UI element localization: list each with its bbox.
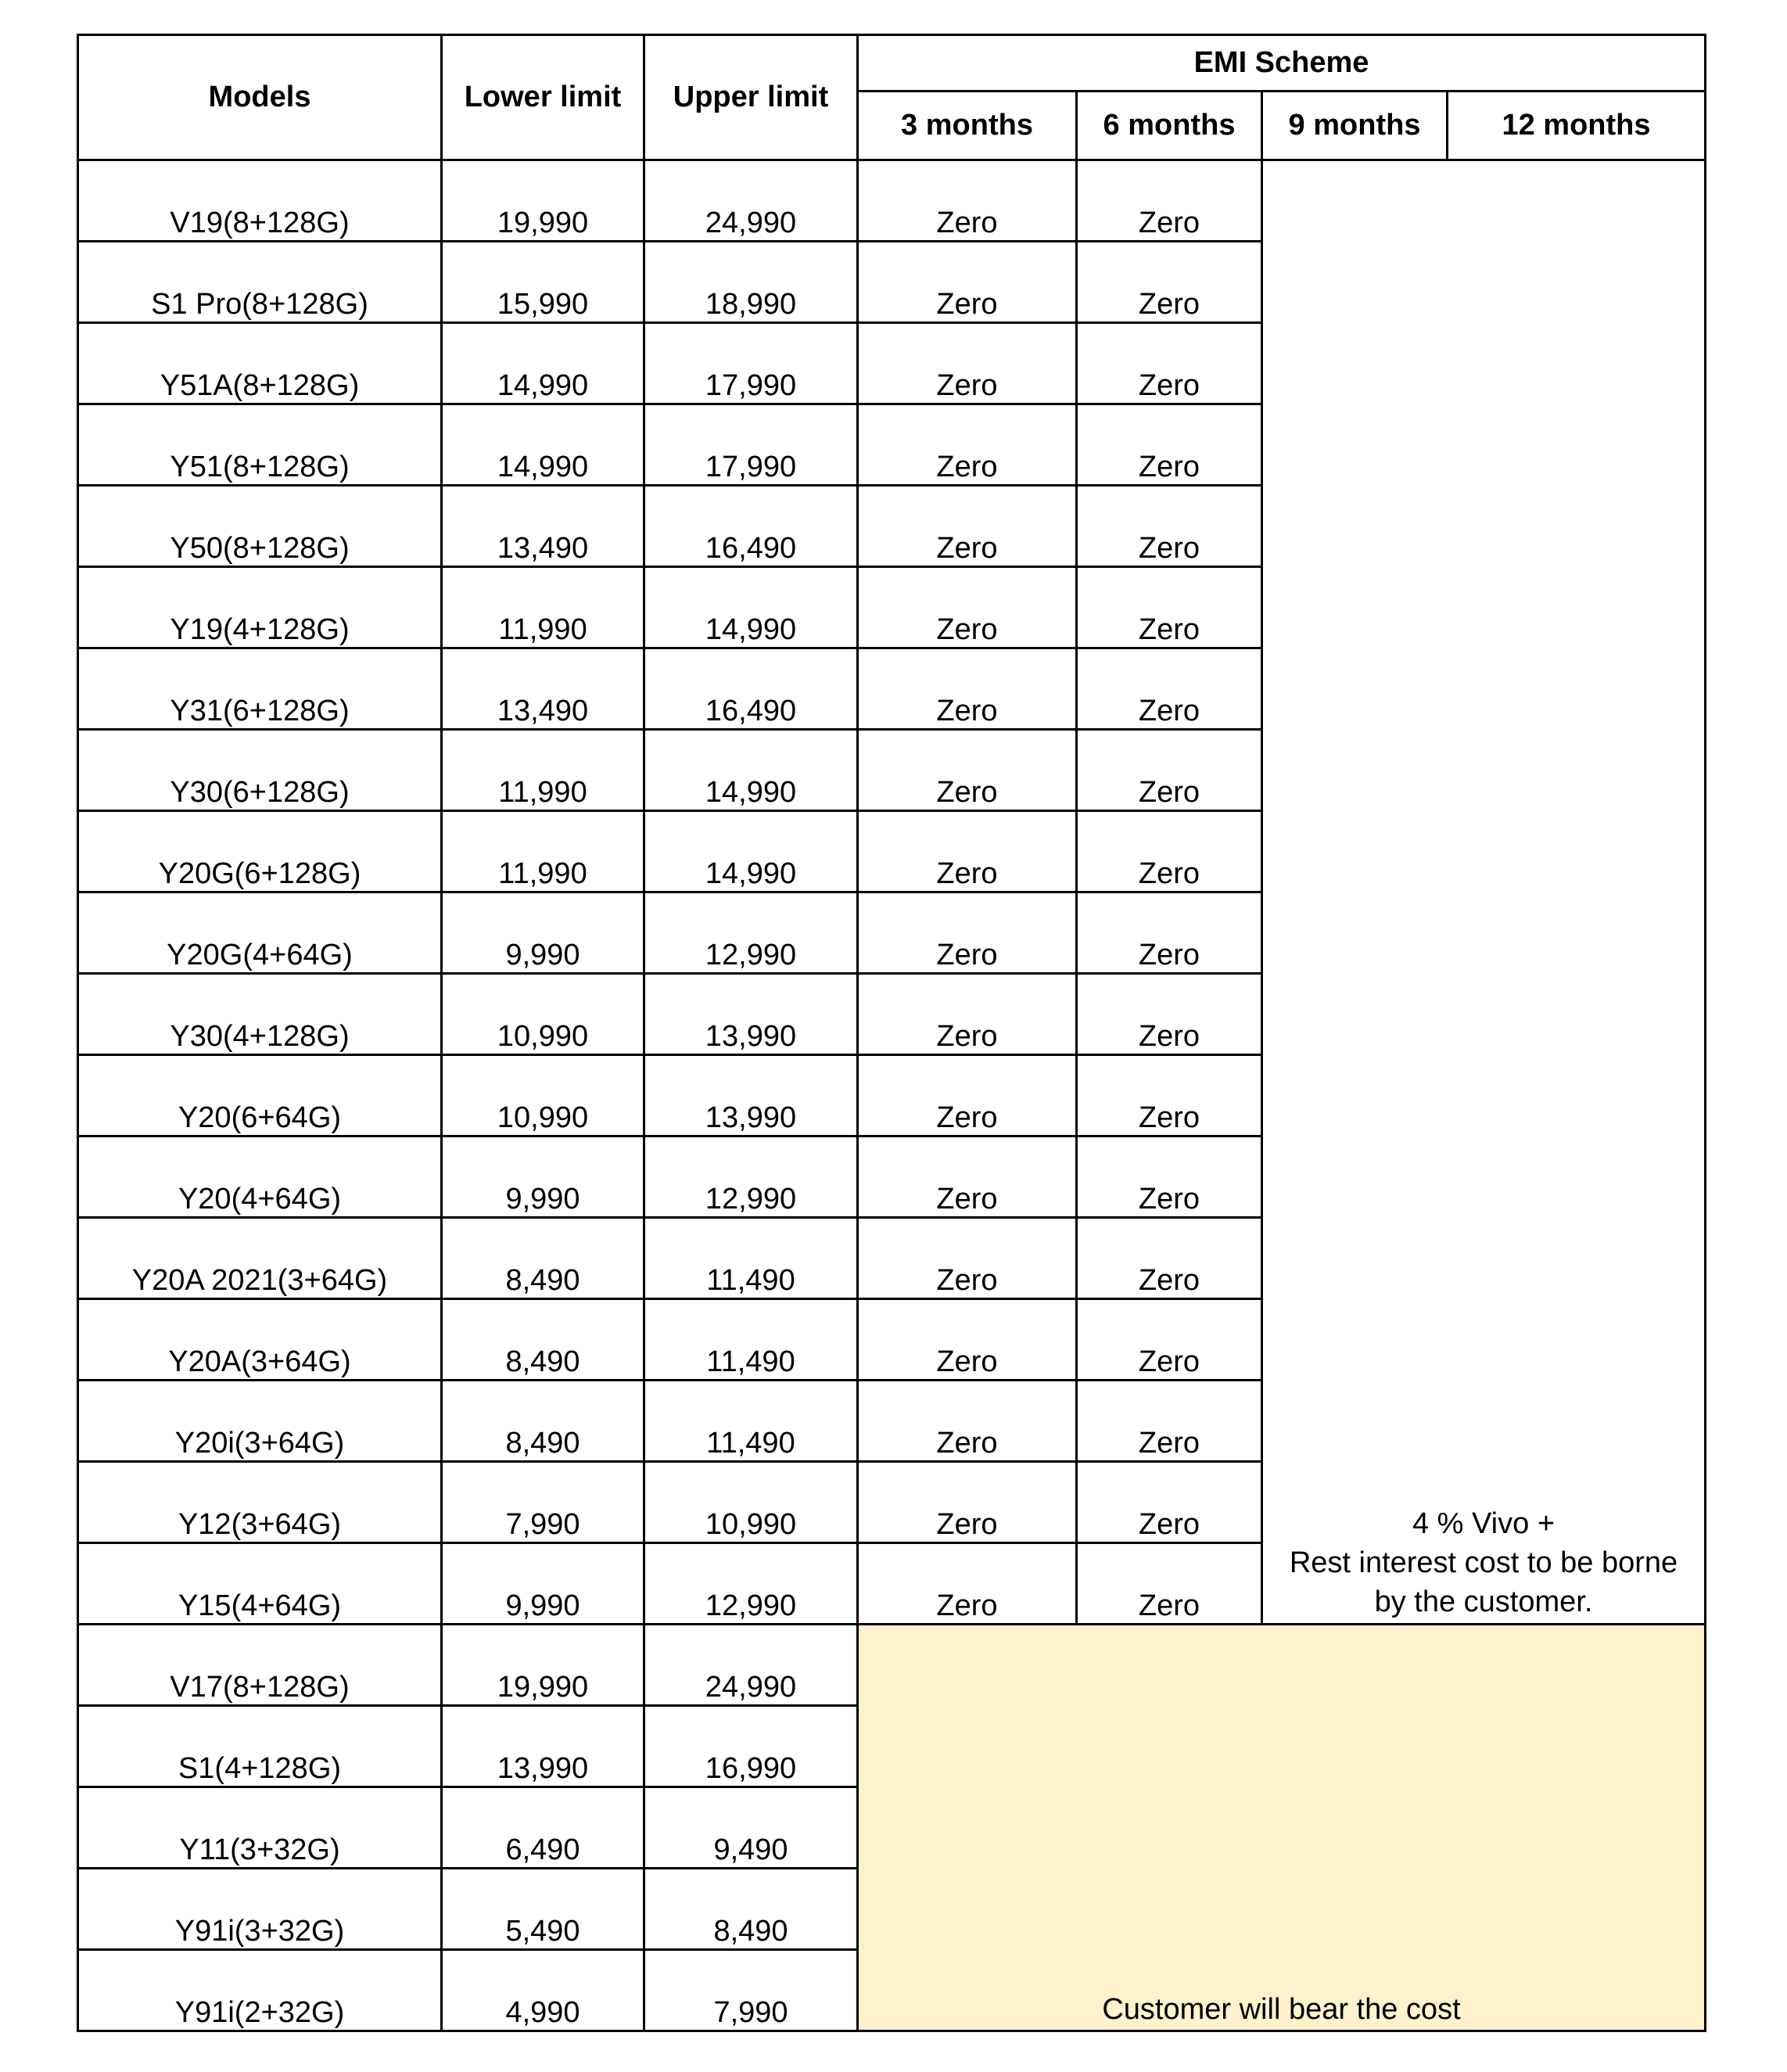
model-cell: Y20A(3+64G)	[78, 1299, 442, 1381]
emi-3-months-cell: Zero	[858, 811, 1077, 892]
emi-6-months-cell: Zero	[1077, 1137, 1262, 1218]
note-line: 4 % Vivo +	[1412, 1507, 1556, 1540]
emi-3-months-cell: Zero	[858, 1543, 1077, 1625]
model-cell: Y20A 2021(3+64G)	[78, 1218, 442, 1299]
lower-limit-cell: 8,490	[442, 1381, 644, 1462]
model-cell: Y20i(3+64G)	[78, 1381, 442, 1462]
upper-limit-cell: 9,490	[644, 1787, 858, 1869]
header-6-months: 6 months	[1077, 92, 1262, 160]
lower-limit-cell: 13,990	[442, 1706, 644, 1787]
emi-3-months-cell: Zero	[858, 486, 1077, 567]
lower-limit-cell: 14,990	[442, 323, 644, 404]
model-cell: S1 Pro(8+128G)	[78, 242, 442, 323]
lower-limit-cell: 8,490	[442, 1299, 644, 1381]
model-cell: V17(8+128G)	[78, 1625, 442, 1706]
emi-6-months-cell: Zero	[1077, 323, 1262, 404]
emi-6-months-cell: Zero	[1077, 1055, 1262, 1137]
lower-limit-cell: 11,990	[442, 811, 644, 892]
emi-3-months-cell: Zero	[858, 1381, 1077, 1462]
model-cell: Y91i(2+32G)	[78, 1950, 442, 2031]
emi-6-months-cell: Zero	[1077, 974, 1262, 1055]
emi-3-months-cell: Zero	[858, 1137, 1077, 1218]
emi-6-months-cell: Zero	[1077, 242, 1262, 323]
emi-6-months-cell: Zero	[1077, 160, 1262, 242]
upper-limit-cell: 18,990	[644, 242, 858, 323]
emi-3-months-cell: Zero	[858, 730, 1077, 811]
upper-limit-cell: 14,990	[644, 730, 858, 811]
upper-limit-cell: 14,990	[644, 811, 858, 892]
model-cell: Y30(4+128G)	[78, 974, 442, 1055]
upper-limit-cell: 13,990	[644, 1055, 858, 1137]
emi-6-months-cell: Zero	[1077, 1462, 1262, 1543]
emi-3-months-cell: Zero	[858, 648, 1077, 730]
header-upper-limit: Upper limit	[644, 35, 858, 160]
header-9-months: 9 months	[1262, 92, 1448, 160]
emi-table	[77, 34, 1706, 2032]
lower-limit-cell: 14,990	[442, 404, 644, 486]
lower-limit-cell: 19,990	[442, 160, 644, 242]
lower-limit-cell: 6,490	[442, 1787, 644, 1869]
upper-limit-cell: 10,990	[644, 1462, 858, 1543]
upper-limit-cell: 16,990	[644, 1706, 858, 1787]
lower-limit-cell: 4,990	[442, 1950, 644, 2031]
upper-limit-cell: 16,490	[644, 486, 858, 567]
lower-limit-cell: 11,990	[442, 567, 644, 648]
emi-6-months-cell: Zero	[1077, 1299, 1262, 1381]
model-cell: Y51(8+128G)	[78, 404, 442, 486]
note-line: by the customer.	[1374, 1585, 1593, 1618]
model-cell: Y50(8+128G)	[78, 486, 442, 567]
emi-3-months-cell: Zero	[858, 160, 1077, 242]
emi-3-months-cell: Zero	[858, 1462, 1077, 1543]
model-cell: Y51A(8+128G)	[78, 323, 442, 404]
table-body	[78, 160, 1706, 2031]
emi-3-months-cell: Zero	[858, 974, 1077, 1055]
emi-6-months-cell: Zero	[1077, 892, 1262, 974]
lower-limit-cell: 10,990	[442, 1055, 644, 1137]
table-row	[78, 1625, 1706, 1706]
header-12-months: 12 months	[1448, 92, 1706, 160]
emi-3-months-cell: Zero	[858, 404, 1077, 486]
lower-limit-cell: 5,490	[442, 1869, 644, 1950]
upper-limit-cell: 24,990	[644, 160, 858, 242]
emi-6-months-cell: Zero	[1077, 486, 1262, 567]
upper-limit-cell: 7,990	[644, 1950, 858, 2031]
lower-limit-cell: 9,990	[442, 1543, 644, 1625]
emi-6-months-cell: Zero	[1077, 404, 1262, 486]
emi-3-months-cell: Zero	[858, 567, 1077, 648]
emi-6-months-cell: Zero	[1077, 1218, 1262, 1299]
upper-limit-cell: 8,490	[644, 1869, 858, 1950]
header-models: Models	[78, 35, 442, 160]
emi-3-months-cell: Zero	[858, 323, 1077, 404]
upper-limit-cell: 16,490	[644, 648, 858, 730]
lower-limit-cell: 13,490	[442, 486, 644, 567]
lower-limit-cell: 15,990	[442, 242, 644, 323]
upper-limit-cell: 17,990	[644, 404, 858, 486]
upper-limit-cell: 11,490	[644, 1381, 858, 1462]
model-cell: V19(8+128G)	[78, 160, 442, 242]
emi-6-months-cell: Zero	[1077, 1543, 1262, 1625]
upper-limit-cell: 24,990	[644, 1625, 858, 1706]
lower-limit-cell: 19,990	[442, 1625, 644, 1706]
lower-limit-cell: 7,990	[442, 1462, 644, 1543]
model-cell: Y20(4+64G)	[78, 1137, 442, 1218]
upper-limit-cell: 11,490	[644, 1218, 858, 1299]
header-emi-scheme: EMI Scheme	[858, 35, 1706, 92]
emi-3-months-cell: Zero	[858, 1055, 1077, 1137]
upper-limit-cell: 12,990	[644, 1543, 858, 1625]
model-cell: Y12(3+64G)	[78, 1462, 442, 1543]
model-cell: Y19(4+128G)	[78, 567, 442, 648]
emi-6-months-cell: Zero	[1077, 567, 1262, 648]
model-cell: Y31(6+128G)	[78, 648, 442, 730]
table-row	[78, 160, 1706, 242]
model-cell: Y20G(4+64G)	[78, 892, 442, 974]
emi-6-months-cell: Zero	[1077, 730, 1262, 811]
emi-6-months-cell: Zero	[1077, 1381, 1262, 1462]
emi-3-months-cell: Zero	[858, 1299, 1077, 1381]
model-cell: Y15(4+64G)	[78, 1543, 442, 1625]
upper-limit-cell: 11,490	[644, 1299, 858, 1381]
emi-6-months-cell: Zero	[1077, 648, 1262, 730]
lower-limit-cell: 8,490	[442, 1218, 644, 1299]
lower-limit-cell: 9,990	[442, 892, 644, 974]
upper-limit-cell: 12,990	[644, 1137, 858, 1218]
model-cell: S1(4+128G)	[78, 1706, 442, 1787]
vivo-interest-note	[1262, 160, 1706, 1625]
model-cell: Y11(3+32G)	[78, 1787, 442, 1869]
note-line: Rest interest cost to be borne	[1289, 1546, 1678, 1579]
customer-bears-cost-cell: Customer will bear the cost	[858, 1625, 1706, 2031]
emi-6-months-cell: Zero	[1077, 811, 1262, 892]
model-cell: Y20(6+64G)	[78, 1055, 442, 1137]
lower-limit-cell: 9,990	[442, 1137, 644, 1218]
lower-limit-cell: 10,990	[442, 974, 644, 1055]
upper-limit-cell: 17,990	[644, 323, 858, 404]
header-3-months: 3 months	[858, 92, 1077, 160]
model-cell: Y20G(6+128G)	[78, 811, 442, 892]
header-lower-limit: Lower limit	[442, 35, 644, 160]
emi-3-months-cell: Zero	[858, 892, 1077, 974]
upper-limit-cell: 14,990	[644, 567, 858, 648]
upper-limit-cell: 12,990	[644, 892, 858, 974]
model-cell: Y91i(3+32G)	[78, 1869, 442, 1950]
lower-limit-cell: 13,490	[442, 648, 644, 730]
model-cell: Y30(6+128G)	[78, 730, 442, 811]
lower-limit-cell: 11,990	[442, 730, 644, 811]
emi-3-months-cell: Zero	[858, 242, 1077, 323]
emi-3-months-cell: Zero	[858, 1218, 1077, 1299]
upper-limit-cell: 13,990	[644, 974, 858, 1055]
